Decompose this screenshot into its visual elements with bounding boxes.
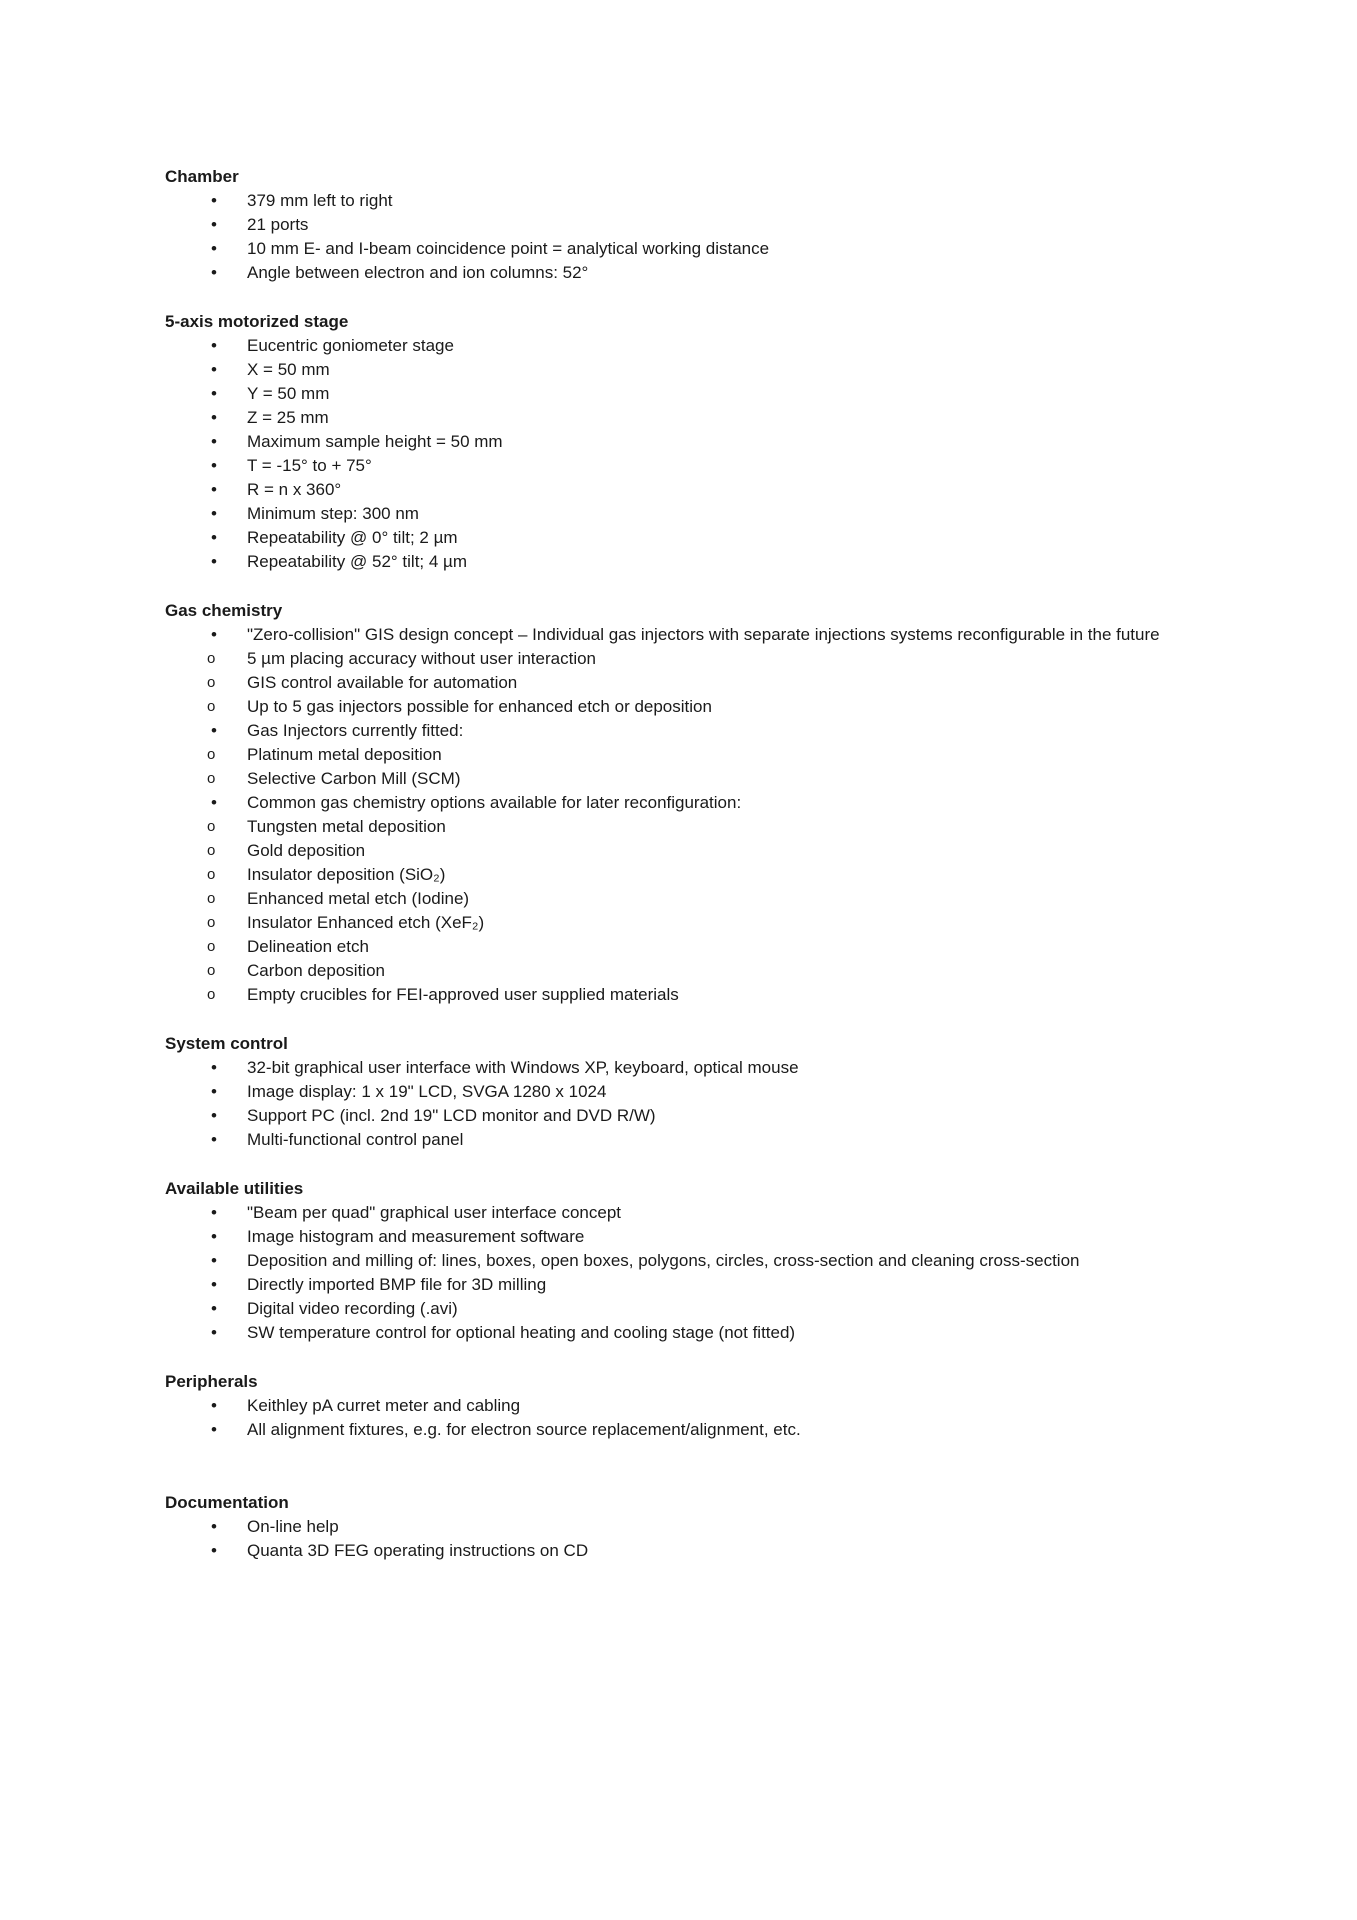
bullet-icon: •	[211, 1227, 217, 1246]
bullet-icon: •	[211, 1058, 217, 1077]
section-spacer	[165, 1152, 1205, 1177]
list-item	[165, 406, 1205, 430]
sub-bullet-list	[165, 647, 1205, 719]
list-item-text: 379 mm left to right	[247, 191, 393, 210]
list-item-text: 32-bit graphical user interface with Windows XP, keyboard, optical mouse	[247, 1058, 799, 1077]
list-item-text: 10 mm E- and I-beam coincidence point = analytical working distance	[247, 239, 770, 258]
bullet-icon: •	[211, 1106, 217, 1125]
bullet-icon: •	[211, 1323, 217, 1342]
list-item	[165, 1273, 1205, 1297]
section-title: Available utilities	[165, 1179, 304, 1198]
bullet-icon: •	[211, 1275, 217, 1294]
bullet-icon: •	[211, 1517, 217, 1536]
bullet-list	[165, 189, 1205, 285]
bullet-icon: •	[211, 215, 217, 234]
sub-list-item-text: GIS control available for automation	[247, 673, 518, 692]
list-item	[165, 1056, 1205, 1080]
bullet-icon: •	[211, 552, 217, 571]
list-item	[165, 237, 1205, 261]
hollow-bullet-icon: o	[207, 650, 216, 667]
list-item	[165, 1394, 1205, 1418]
list-item	[165, 454, 1205, 478]
bullet-icon: •	[211, 1299, 217, 1318]
sub-list-item-text: Up to 5 gas injectors possible for enhanced etch or deposition	[247, 697, 712, 716]
bullet-list	[165, 334, 1205, 574]
section-title: System control	[165, 1034, 288, 1053]
section-title: Gas chemistry	[165, 601, 283, 620]
sub-list-item-text: Selective Carbon Mill (SCM)	[247, 769, 461, 788]
bullet-icon: •	[211, 384, 217, 403]
list-item	[165, 1418, 1205, 1442]
list-item-text: Angle between electron and ion columns: 52°	[247, 263, 589, 282]
bullet-icon: •	[211, 721, 217, 740]
section-spacer	[165, 574, 1205, 599]
bullet-icon: •	[211, 263, 217, 282]
list-item	[165, 719, 1205, 791]
sub-list-item-text: Enhanced metal etch (Iodine)	[247, 889, 470, 908]
list-item	[165, 791, 1205, 1007]
list-item-text: Digital video recording (.avi)	[247, 1299, 458, 1318]
section-spacer	[165, 1442, 1205, 1491]
list-item-text: Repeatability @ 0° tilt; 2 µm	[247, 528, 458, 547]
list-item-text: Maximum sample height = 50 mm	[247, 432, 503, 451]
sub-list-item-text: Tungsten metal deposition	[247, 817, 446, 836]
section-title: 5-axis motorized stage	[165, 312, 349, 331]
hollow-bullet-icon: o	[207, 818, 216, 835]
list-item	[165, 1080, 1205, 1104]
section-title: Documentation	[165, 1493, 289, 1512]
bullet-icon: •	[211, 793, 217, 812]
hollow-bullet-icon: o	[207, 986, 216, 1003]
sub-list-item-text: 5 µm placing accuracy without user interaction	[247, 649, 597, 668]
sub-list-item-text: Carbon deposition	[247, 961, 385, 980]
bullet-list	[165, 1394, 1205, 1442]
hollow-bullet-icon: o	[207, 938, 216, 955]
bullet-icon: •	[211, 504, 217, 523]
hollow-bullet-icon: o	[207, 674, 216, 691]
bullet-icon: •	[211, 1082, 217, 1101]
sub-list-item	[165, 863, 1205, 887]
sub-list-item-text: Delineation etch	[247, 937, 369, 956]
bullet-icon: •	[211, 456, 217, 475]
list-item	[165, 334, 1205, 358]
bullet-icon: •	[211, 1203, 217, 1222]
sub-list-item	[165, 983, 1205, 1007]
list-item-text: All alignment fixtures, e.g. for electron source replacement/alignment, etc.	[247, 1420, 801, 1439]
list-item	[165, 526, 1205, 550]
list-item-text: Repeatability @ 52° tilt; 4 µm	[247, 552, 467, 571]
bullet-list	[165, 1056, 1205, 1152]
hollow-bullet-icon: o	[207, 698, 216, 715]
hollow-bullet-icon: o	[207, 746, 216, 763]
list-item	[165, 1201, 1205, 1225]
section-title: Peripherals	[165, 1372, 258, 1391]
list-item-text: T = -15° to + 75°	[247, 456, 372, 475]
bullet-icon: •	[211, 625, 217, 644]
sub-list-item	[165, 647, 1205, 671]
sub-list-item	[165, 911, 1205, 935]
list-item-text: Image histogram and measurement software	[247, 1227, 585, 1246]
sub-list-item-text: Empty crucibles for FEI-approved user supplied materials	[247, 985, 679, 1004]
list-item-text: Common gas chemistry options available for later reconfiguration:	[247, 793, 742, 812]
list-item	[165, 213, 1205, 237]
bullet-icon: •	[211, 336, 217, 355]
list-item	[165, 358, 1205, 382]
list-item-text: Quanta 3D FEG operating instructions on CD	[247, 1541, 589, 1560]
section-spacer	[165, 1345, 1205, 1370]
bullet-icon: •	[211, 1396, 217, 1415]
sub-list-item	[165, 815, 1205, 839]
bullet-icon: •	[211, 1130, 217, 1149]
bullet-icon: •	[211, 1251, 217, 1270]
sub-list-item	[165, 935, 1205, 959]
list-item	[165, 261, 1205, 285]
list-item-text: SW temperature control for optional heating and cooling stage (not fitted)	[247, 1323, 796, 1342]
bullet-icon: •	[211, 432, 217, 451]
bullet-icon: •	[211, 480, 217, 499]
list-item	[165, 1249, 1205, 1273]
bullet-list	[165, 1515, 1205, 1563]
list-item-text: Z = 25 mm	[247, 408, 329, 427]
list-item-text: Directly imported BMP file for 3D milling	[247, 1275, 547, 1294]
list-item-text: Eucentric goniometer stage	[247, 336, 454, 355]
hollow-bullet-icon: o	[207, 914, 216, 931]
sub-list-item	[165, 671, 1205, 695]
list-item-text: "Zero-collision" GIS design concept – Individual gas injectors with separate injections systems reconfigurable in the future	[247, 625, 1160, 644]
section-5-axis-motorized-stage	[165, 310, 1205, 574]
list-item-text: Support PC (incl. 2nd 19" LCD monitor and DVD R/W)	[247, 1106, 656, 1125]
list-item	[165, 1297, 1205, 1321]
section-spacer	[165, 285, 1205, 310]
section-chamber	[165, 165, 1205, 285]
hollow-bullet-icon: o	[207, 866, 216, 883]
section-spacer	[165, 1007, 1205, 1032]
bullet-icon: •	[211, 360, 217, 379]
list-item	[165, 623, 1205, 719]
list-item-text: R = n x 360°	[247, 480, 342, 499]
list-item-text: Deposition and milling of: lines, boxes, open boxes, polygons, circles, cross-section and cleaning cross-section	[247, 1251, 1080, 1270]
list-item	[165, 502, 1205, 526]
sub-bullet-list	[165, 743, 1205, 791]
list-item-text: Minimum step: 300 nm	[247, 504, 419, 523]
sub-bullet-list	[165, 815, 1205, 1007]
sub-list-item-text: Platinum metal deposition	[247, 745, 442, 764]
sub-list-item-text: Insulator Enhanced etch (XeF₂)	[247, 913, 485, 932]
hollow-bullet-icon: o	[207, 890, 216, 907]
list-item	[165, 189, 1205, 213]
section-documentation	[165, 1491, 1205, 1563]
sub-list-item	[165, 959, 1205, 983]
list-item-text: On-line help	[247, 1517, 339, 1536]
list-item-text: Keithley pA curret meter and cabling	[247, 1396, 521, 1415]
list-item	[165, 1104, 1205, 1128]
list-item	[165, 1225, 1205, 1249]
section-system-control	[165, 1032, 1205, 1152]
list-item-text: Image display: 1 x 19" LCD, SVGA 1280 x 1024	[247, 1082, 607, 1101]
list-item	[165, 1539, 1205, 1563]
sub-list-item	[165, 695, 1205, 719]
list-item	[165, 550, 1205, 574]
bullet-list	[165, 1201, 1205, 1345]
bullet-icon: •	[211, 1420, 217, 1439]
sub-list-item-text: Gold deposition	[247, 841, 366, 860]
sub-list-item	[165, 839, 1205, 863]
list-item	[165, 382, 1205, 406]
sub-list-item	[165, 767, 1205, 791]
bullet-icon: •	[211, 191, 217, 210]
list-item	[165, 430, 1205, 454]
list-item-text: 21 ports	[247, 215, 309, 234]
list-item	[165, 1515, 1205, 1539]
bullet-icon: •	[211, 1541, 217, 1560]
section-title: Chamber	[165, 167, 239, 186]
list-item-text: Multi-functional control panel	[247, 1130, 464, 1149]
hollow-bullet-icon: o	[207, 770, 216, 787]
hollow-bullet-icon: o	[207, 842, 216, 859]
hollow-bullet-icon: o	[207, 962, 216, 979]
list-item	[165, 1128, 1205, 1152]
bullet-icon: •	[211, 239, 217, 258]
bullet-list	[165, 623, 1205, 1007]
section-peripherals	[165, 1370, 1205, 1442]
list-item-text: X = 50 mm	[247, 360, 330, 379]
spec-list	[165, 165, 1205, 1563]
sub-list-item	[165, 743, 1205, 767]
sub-list-item-text: Insulator deposition (SiO₂)	[247, 865, 446, 884]
list-item-text: "Beam per quad" graphical user interface concept	[247, 1203, 622, 1222]
list-item	[165, 478, 1205, 502]
bullet-icon: •	[211, 528, 217, 547]
list-item	[165, 1321, 1205, 1345]
section-available-utilities	[165, 1177, 1205, 1345]
list-item-text: Y = 50 mm	[247, 384, 330, 403]
list-item-text: Gas Injectors currently fitted:	[247, 721, 464, 740]
section-gas-chemistry	[165, 599, 1205, 1007]
bullet-icon: •	[211, 408, 217, 427]
sub-list-item	[165, 887, 1205, 911]
